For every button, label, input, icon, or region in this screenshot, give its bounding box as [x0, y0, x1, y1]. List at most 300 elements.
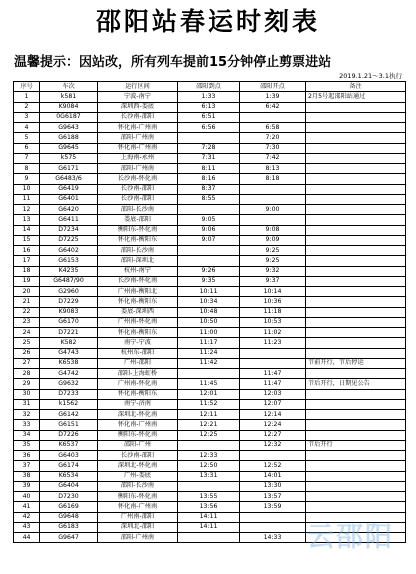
table-cell	[306, 235, 406, 245]
table-cell: G6142	[40, 410, 98, 420]
table-row	[14, 287, 406, 297]
table-cell: 12:27	[240, 430, 306, 440]
table-cell: 40	[14, 492, 40, 502]
table-cell: 娄底-邵阳	[98, 215, 178, 225]
table-cell: 怀化南-广州南	[98, 420, 178, 430]
column-header: 备注	[306, 82, 406, 92]
table-cell: 28	[14, 369, 40, 379]
table-cell: 11:02	[240, 328, 306, 338]
table-cell: 41	[14, 502, 40, 512]
table-row	[14, 143, 406, 153]
table-cell: 邵阳-上海虹桥	[98, 369, 178, 379]
table-row	[14, 440, 406, 450]
table-cell: 32	[14, 410, 40, 420]
table-cell	[306, 317, 406, 327]
table-header-row	[14, 82, 406, 92]
table-cell: G6188	[40, 133, 98, 143]
table-cell: 12:14	[240, 410, 306, 420]
table-cell: 深圳北-怀化南	[98, 461, 178, 471]
table-cell: G6151	[40, 420, 98, 430]
table-cell: 29	[14, 379, 40, 389]
table-cell: G6183	[40, 522, 98, 532]
table-cell: 9:07	[178, 235, 240, 245]
table-cell: G6174	[40, 461, 98, 471]
table-cell: 11:45	[178, 379, 240, 389]
table-cell: 长沙南-邵阳	[98, 451, 178, 461]
table-cell: 39	[14, 481, 40, 491]
table-cell: 14:33	[240, 533, 306, 543]
table-row	[14, 164, 406, 174]
timetable	[13, 81, 406, 543]
table-cell: 娄底-深圳西	[98, 307, 178, 317]
table-cell: 11:52	[178, 399, 240, 409]
table-cell: 8:13	[240, 164, 306, 174]
table-cell: 邵阳-长沙南	[98, 205, 178, 215]
table-cell: 12:32	[240, 440, 306, 450]
table-row	[14, 133, 406, 143]
table-cell: 12:01	[178, 389, 240, 399]
table-cell: K9084	[40, 102, 98, 112]
table-row	[14, 410, 406, 420]
table-cell	[306, 266, 406, 276]
table-cell: 10:11	[178, 287, 240, 297]
table-cell: 10:34	[178, 297, 240, 307]
table-cell: G6169	[40, 502, 98, 512]
table-cell	[306, 287, 406, 297]
table-row	[14, 430, 406, 440]
table-cell	[178, 133, 240, 143]
table-cell	[306, 502, 406, 512]
table-cell: 4	[14, 123, 40, 133]
table-cell: 13:56	[178, 502, 240, 512]
table-cell: 43	[14, 522, 40, 532]
table-cell: 7:30	[240, 143, 306, 153]
table-cell: 6	[14, 143, 40, 153]
table-cell	[306, 256, 406, 266]
table-cell: 13	[14, 215, 40, 225]
table-cell: G6419	[40, 184, 98, 194]
table-cell: 6:51	[178, 112, 240, 122]
table-cell: K6534	[40, 471, 98, 481]
table-cell: 衡阳东-怀化南	[98, 492, 178, 502]
table-cell: 0G6187	[40, 112, 98, 122]
table-cell: K9083	[40, 307, 98, 317]
table-row	[14, 307, 406, 317]
table-cell: 12:11	[178, 410, 240, 420]
table-cell	[178, 481, 240, 491]
table-cell: 2月5号起邵阳站通过	[306, 92, 406, 102]
table-cell	[306, 492, 406, 502]
table-cell: G6401	[40, 194, 98, 204]
table-cell: 7:31	[178, 153, 240, 163]
table-cell: 深圳西-娄底	[98, 102, 178, 112]
table-cell	[240, 184, 306, 194]
table-cell: G9647	[40, 533, 98, 543]
table-cell: 11:24	[178, 348, 240, 358]
effective-period: 2019.1.21～3.1执行	[339, 72, 402, 80]
table-cell	[306, 153, 406, 163]
table-cell: 杭州东-邵阳	[98, 348, 178, 358]
table-cell: G4743	[40, 348, 98, 358]
table-row	[14, 123, 406, 133]
table-cell: 衡阳东-怀化南	[98, 430, 178, 440]
table-cell: 广州南-邵阳	[98, 512, 178, 522]
table-cell: 11:18	[240, 307, 306, 317]
table-cell: 邵阳-长沙南	[98, 246, 178, 256]
table-cell: 3	[14, 112, 40, 122]
table-cell: 19	[14, 276, 40, 286]
table-cell: 12:50	[178, 461, 240, 471]
table-cell: 11:47	[240, 369, 306, 379]
table-cell	[306, 174, 406, 184]
table-body	[14, 92, 406, 543]
table-cell: 9	[14, 174, 40, 184]
table-cell: 37	[14, 461, 40, 471]
table-cell	[306, 276, 406, 286]
table-cell: 1	[14, 92, 40, 102]
table-cell: 13:55	[178, 492, 240, 502]
table-row	[14, 389, 406, 399]
table-row	[14, 205, 406, 215]
table-cell: 节前开行，节后停运	[306, 358, 406, 368]
table-cell: 16	[14, 246, 40, 256]
table-cell: 9:37	[240, 276, 306, 286]
table-cell: 长沙南-怀化南	[98, 174, 178, 184]
table-cell: 长沙南-怀化南	[98, 276, 178, 286]
table-row	[14, 102, 406, 112]
table-row	[14, 256, 406, 266]
table-cell: 20	[14, 287, 40, 297]
table-cell	[306, 297, 406, 307]
table-cell: 10:53	[240, 317, 306, 327]
table-cell: D7230	[40, 492, 98, 502]
table-row	[14, 379, 406, 389]
table-row	[14, 328, 406, 338]
table-row	[14, 112, 406, 122]
table-cell: 6:56	[178, 123, 240, 133]
table-cell: 10	[14, 184, 40, 194]
table-cell: 36	[14, 451, 40, 461]
table-cell: 12:03	[240, 389, 306, 399]
table-cell: 10:50	[178, 317, 240, 327]
table-cell: 9:35	[178, 276, 240, 286]
table-cell: 衡阳东-怀化南	[98, 225, 178, 235]
table-cell: 12:07	[240, 399, 306, 409]
table-cell	[306, 215, 406, 225]
table-cell: 上海南-永州	[98, 153, 178, 163]
table-cell	[240, 215, 306, 225]
table-cell	[178, 205, 240, 215]
table-row	[14, 358, 406, 368]
table-row	[14, 92, 406, 102]
table-cell: 节后开行	[306, 440, 406, 450]
table-cell: 怀化南-衡阳东	[98, 297, 178, 307]
table-cell	[306, 481, 406, 491]
table-cell	[178, 246, 240, 256]
table-cell: G9645	[40, 143, 98, 153]
table-row	[14, 215, 406, 225]
table-row	[14, 338, 406, 348]
table-cell: 8:37	[178, 184, 240, 194]
table-cell: 11:00	[178, 328, 240, 338]
table-cell	[306, 369, 406, 379]
table-row	[14, 174, 406, 184]
table-cell: k575	[40, 153, 98, 163]
table-cell: D7226	[40, 430, 98, 440]
table-cell: 26	[14, 348, 40, 358]
table-row	[14, 194, 406, 204]
table-cell: 9:05	[178, 215, 240, 225]
table-row	[14, 481, 406, 491]
table-cell	[240, 112, 306, 122]
table-cell: 8:55	[178, 194, 240, 204]
column-header: 运行区间	[98, 82, 178, 92]
table-cell: G6411	[40, 215, 98, 225]
table-cell: 8:18	[240, 174, 306, 184]
table-cell: 35	[14, 440, 40, 450]
table-cell	[240, 512, 306, 522]
table-cell: 12	[14, 205, 40, 215]
table-cell: 11:42	[178, 358, 240, 368]
table-cell: 7	[14, 153, 40, 163]
table-cell: 11:23	[240, 338, 306, 348]
table-cell	[178, 369, 240, 379]
table-cell: 长沙南-邵阳	[98, 112, 178, 122]
table-cell	[306, 338, 406, 348]
table-cell: 8:11	[178, 164, 240, 174]
table-cell	[306, 184, 406, 194]
table-cell: 杭州-南宁	[98, 266, 178, 276]
table-cell	[178, 440, 240, 450]
table-row	[14, 369, 406, 379]
table-cell: G9632	[40, 379, 98, 389]
table-cell	[240, 451, 306, 461]
table-cell: G6170	[40, 317, 98, 327]
table-cell: G6487/90	[40, 276, 98, 286]
table-cell: 23	[14, 317, 40, 327]
table-cell: 5	[14, 133, 40, 143]
table-cell	[306, 399, 406, 409]
table-cell: 长沙南-邵阳	[98, 184, 178, 194]
table-cell: 24	[14, 328, 40, 338]
table-cell: 13:57	[240, 492, 306, 502]
table-cell: 11:47	[240, 379, 306, 389]
table-cell: 13:30	[240, 481, 306, 491]
table-cell: 18	[14, 266, 40, 276]
table-row	[14, 471, 406, 481]
table-cell: 2	[14, 102, 40, 112]
column-header: 车次	[40, 82, 98, 92]
table-cell: 7:42	[240, 153, 306, 163]
table-row	[14, 153, 406, 163]
table-cell: 13:59	[240, 502, 306, 512]
table-cell	[306, 123, 406, 133]
table-cell: 9:06	[178, 225, 240, 235]
table-cell: 深圳北-邵阳	[98, 522, 178, 532]
table-cell: 6:13	[178, 102, 240, 112]
table-cell: 节后开行，日期见公告	[306, 379, 406, 389]
table-cell: G9643	[40, 123, 98, 133]
table-cell: 怀化南-广州南	[98, 502, 178, 512]
table-cell	[306, 430, 406, 440]
table-cell: 7:20	[240, 133, 306, 143]
table-cell: D7229	[40, 297, 98, 307]
table-cell	[306, 143, 406, 153]
table-cell: 14:01	[240, 471, 306, 481]
table-cell: 10:36	[240, 297, 306, 307]
table-cell	[240, 522, 306, 532]
table-row	[14, 502, 406, 512]
table-row	[14, 420, 406, 430]
table-cell	[306, 102, 406, 112]
table-cell: 广州南-怀化南	[98, 379, 178, 389]
table-cell: 9:09	[240, 235, 306, 245]
table-row	[14, 225, 406, 235]
table-cell: 1:39	[240, 92, 306, 102]
table-cell: G6153	[40, 256, 98, 266]
table-row	[14, 235, 406, 245]
table-cell: D7225	[40, 235, 98, 245]
table-row	[14, 184, 406, 194]
table-cell: G6403	[40, 451, 98, 461]
table-cell: 25	[14, 338, 40, 348]
table-cell	[306, 389, 406, 399]
table-cell: 6:42	[240, 102, 306, 112]
table-cell: 42	[14, 512, 40, 522]
table-cell: 邵阳-广州	[98, 440, 178, 450]
table-cell: 14:11	[178, 522, 240, 532]
table-cell: 34	[14, 430, 40, 440]
table-cell: K6537	[40, 440, 98, 450]
table-cell	[306, 164, 406, 174]
table-cell: 33	[14, 420, 40, 430]
table-cell: G2960	[40, 287, 98, 297]
page-title: 邵阳站春运时刻表	[95, 7, 320, 36]
table-row	[14, 246, 406, 256]
table-cell: D7233	[40, 389, 98, 399]
table-cell: G4742	[40, 369, 98, 379]
table-cell: 14:11	[178, 512, 240, 522]
table-cell	[306, 461, 406, 471]
table-cell	[306, 420, 406, 430]
table-cell: 宁波-南宁	[98, 92, 178, 102]
table-cell: 17	[14, 256, 40, 266]
table-cell: D7221	[40, 328, 98, 338]
table-cell	[306, 225, 406, 235]
table-cell: 38	[14, 471, 40, 481]
table-cell: 11	[14, 194, 40, 204]
notice-text: 温馨提示：因站改，所有列车提前15分钟停止剪票进站	[14, 55, 332, 70]
table-cell: 15	[14, 235, 40, 245]
table-cell: K6538	[40, 358, 98, 368]
table-cell: 邵阳-长沙南	[98, 481, 178, 491]
table-cell: 广州-邵阳	[98, 358, 178, 368]
table-cell: 8:16	[178, 174, 240, 184]
table-row	[14, 297, 406, 307]
table-cell: 1:33	[178, 92, 240, 102]
table-cell: 12:33	[178, 451, 240, 461]
table-cell: 11:17	[178, 338, 240, 348]
table-cell: 长沙南-邵阳	[98, 194, 178, 204]
table-cell	[178, 533, 240, 543]
table-cell	[178, 256, 240, 266]
table-cell: 9:25	[240, 246, 306, 256]
table-row	[14, 348, 406, 358]
table-cell	[240, 194, 306, 204]
table-cell	[306, 307, 406, 317]
table-cell: K4235	[40, 266, 98, 276]
table-cell: 广州南-怀化南	[98, 317, 178, 327]
table-cell: 6:58	[240, 123, 306, 133]
table-cell: k1562	[40, 399, 98, 409]
table-cell: 9:00	[240, 205, 306, 215]
table-cell: 怀化南-广州南	[98, 123, 178, 133]
table-cell: 9:32	[240, 266, 306, 276]
table-row	[14, 399, 406, 409]
table-cell: G9648	[40, 512, 98, 522]
table-cell: 邵阳-广州南	[98, 133, 178, 143]
table-cell: 广州南-衡阳北	[98, 287, 178, 297]
table-cell: D7234	[40, 225, 98, 235]
table-row	[14, 317, 406, 327]
table-cell: 怀化南-衡阳东	[98, 328, 178, 338]
table-cell: 27	[14, 358, 40, 368]
table-cell: 邵阳-广州南	[98, 533, 178, 543]
table-cell	[306, 246, 406, 256]
table-cell	[306, 133, 406, 143]
table-cell: 怀化南-衡阳东	[98, 235, 178, 245]
column-header: 序号	[14, 82, 40, 92]
table-cell: 8	[14, 164, 40, 174]
table-cell: 12:52	[240, 461, 306, 471]
table-cell	[306, 471, 406, 481]
table-row	[14, 276, 406, 286]
table-cell: 12:21	[178, 420, 240, 430]
table-cell: G6402	[40, 246, 98, 256]
table-cell: 9:26	[178, 266, 240, 276]
table-row	[14, 492, 406, 502]
column-header: 邵阳开点	[240, 82, 306, 92]
table-cell: k581	[40, 92, 98, 102]
table-cell: 12:25	[178, 430, 240, 440]
table-cell	[306, 194, 406, 204]
table-cell: G6420	[40, 205, 98, 215]
table-cell: 44	[14, 533, 40, 543]
table-cell: G6171	[40, 164, 98, 174]
watermark-logo: 云邵阳	[307, 522, 394, 553]
table-cell: G6483/6	[40, 174, 98, 184]
table-cell	[306, 112, 406, 122]
table-cell: 30	[14, 389, 40, 399]
table-cell	[306, 205, 406, 215]
table-cell: 13:31	[178, 471, 240, 481]
table-cell: 广州-娄底	[98, 471, 178, 481]
table-cell: 14	[14, 225, 40, 235]
table-cell: 12:24	[240, 420, 306, 430]
table-cell	[306, 328, 406, 338]
table-cell: 10:14	[240, 287, 306, 297]
table-cell: 31	[14, 399, 40, 409]
table-cell: 南宁-宁波	[98, 338, 178, 348]
table-cell: 9:08	[240, 225, 306, 235]
table-row	[14, 266, 406, 276]
column-header: 邵阳到点	[178, 82, 240, 92]
table-cell	[306, 451, 406, 461]
table-row	[14, 451, 406, 461]
table-cell: 邵阳-深圳北	[98, 256, 178, 266]
table-cell: G6404	[40, 481, 98, 491]
table-cell: 7:28	[178, 143, 240, 153]
